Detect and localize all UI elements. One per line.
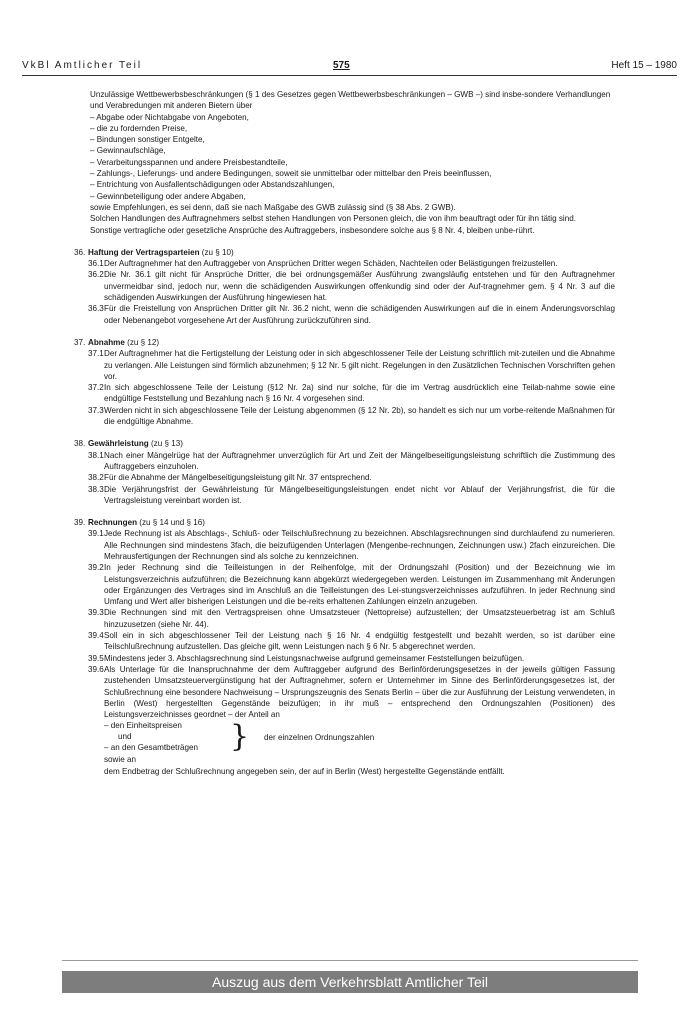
intro-paragraph: Solchen Handlungen des Auftragnehmers selbst stehen Handlungen von Personen gleich, die von ihm beauftragt oder für ihn tätig sind. bbox=[90, 214, 576, 224]
section-number: 36. bbox=[74, 247, 86, 257]
subsection bbox=[60, 653, 615, 664]
curly-brace: } bbox=[230, 719, 250, 755]
subsection bbox=[60, 484, 615, 507]
subsection bbox=[60, 528, 615, 562]
brace-target: der einzelnen Ordnungszahlen bbox=[264, 733, 375, 743]
subsection-number: 36.1 bbox=[88, 259, 104, 269]
page-header bbox=[22, 60, 677, 74]
section-title: Haftung der Vertragsparteien bbox=[88, 247, 200, 257]
section-ref: (zu § 14 und § 16) bbox=[137, 518, 205, 528]
subsection-text: Mindestens jeder 3. Abschlagsrechnung sind Leistungsnachweise aufgrund gemeinsamer Feststellungen beizufügen. bbox=[104, 653, 525, 663]
list-item: – Verarbeitungsspannen und andere Preisbestandteile, bbox=[90, 157, 288, 167]
section-36 bbox=[60, 247, 615, 258]
section-ref: (zu § 12) bbox=[124, 337, 160, 347]
section-title: Abnahme bbox=[88, 337, 125, 347]
footer-rule bbox=[62, 960, 638, 961]
subsection-text: Der Auftragnehmer hat die Fertigstellung der Leistung oder in sich abgeschlossener Teile der Leistung schriftlich mit-zuteilen und die Abnahme zu verlangen. Alle Leistungen sind förmlich abzunehmen; § 12 Nr. 5 gilt nicht. Regelungen in den Zusätzlichen Technischen Vorschriften gehen vor. bbox=[104, 349, 615, 381]
section-ref: (zu § 10) bbox=[199, 247, 234, 257]
list-item: – Gewinnbeteiligung oder andere Abgaben, bbox=[90, 191, 246, 201]
list-item: – Bindungen sonstiger Entgelte, bbox=[90, 135, 205, 145]
subsection bbox=[60, 664, 615, 720]
intro-paragraph: Unzulässige Wettbewerbsbeschränkungen (§ 1 des Gesetzes gegen Wettbewerbsbeschränkungen – GWB –) sind insbe-sondere Verhandlungen und Verabredungen mit anderen Bietern über bbox=[90, 90, 611, 111]
list-item: – Abgabe oder Nichtabgabe von Angeboten, bbox=[90, 112, 249, 122]
subsection bbox=[60, 405, 615, 428]
section-number: 37. bbox=[74, 337, 86, 347]
section-title: Rechnungen bbox=[88, 518, 138, 528]
subsection bbox=[60, 269, 615, 303]
intro-paragraph: sowie Empfehlungen, es sei denn, daß sie nach Maßgabe des GWB zulässig sind (§ 38 Abs. 2 GWB). bbox=[90, 202, 456, 212]
subsection bbox=[60, 630, 615, 653]
brace-list bbox=[60, 720, 615, 754]
subsection-text: Die Nr. 36.1 gilt nicht für Ansprüche Dritter, die bei ordnungsgemäßer Ausführung zwangsläufig entstehen und für den Auftragnehmer unvermeidbar sind, jedoch nur, wenn die schädigenden Auswirkungen offenkundig sind oder der Auf-tragnehmer gem. § 4 Nr. 3 auf die schädigenden Auswirkungen der Ausführung hingewiesen hat. bbox=[104, 270, 615, 303]
subsection-text: Soll ein in sich abgeschlossener Teil der Leistung nach § 16 Nr. 4 endgültig festgestellt und bezahlt werden, so ist darüber eine Teilschlußrechnung aufzustellen. Das gleiche gilt, wenn Leistungen nach § 6 Nr. 5 abgerechnet werden. bbox=[104, 631, 615, 652]
subsection bbox=[60, 258, 615, 269]
subsection-text: Nach einer Mängelrüge hat der Auftragnehmer unverzüglich für Art und Zeit der Mängelbeseitigungsleistung schriftlich die Zustimmung des Auftraggebers einzuholen. bbox=[104, 450, 615, 471]
subsection bbox=[60, 450, 615, 473]
subsection-number: 39.4 bbox=[88, 631, 104, 641]
subsection-text: Der Auftragnehmer hat den Auftraggeber von Ansprüchen Dritter wegen Schäden, Nachteilen oder Belästigungen freizustellen. bbox=[104, 259, 558, 269]
subsection-number: 39.3 bbox=[88, 608, 104, 618]
header-rule bbox=[22, 75, 677, 76]
section-37 bbox=[60, 337, 615, 348]
subsection bbox=[60, 607, 615, 630]
subsection-text: Für die Freistellung von Ansprüchen Dritter gilt Nr. 36.2 nicht, wenn die schädigenden Auswirkungen auf die in einem Änderungsvorschlag oder Nebenangebot vorgesehene Art der Ausführung zurückzuführen sind. bbox=[104, 304, 615, 325]
subsection bbox=[60, 348, 615, 382]
subsection-number: 38.3 bbox=[88, 484, 104, 494]
closing-line: dem Endbetrag der Schlußrechnung angegeben sein, der auf in Berlin (West) hergestellte Gegenstände entfällt. bbox=[104, 766, 505, 776]
brace-item: und bbox=[118, 732, 132, 742]
subsection-number: 36.2 bbox=[88, 270, 104, 280]
intro-paragraph: Sonstige vertragliche oder gesetzliche Ansprüche des Auftraggebers, insbesondere solche aus § 8 Nr. 4, bleiben unbe-rührt. bbox=[90, 225, 535, 235]
list-item: – die zu fordernden Preise, bbox=[90, 123, 188, 133]
closing-line: sowie an bbox=[104, 755, 136, 765]
brace-item: – den Einheitspreisen bbox=[104, 721, 182, 731]
subsection bbox=[60, 303, 615, 326]
subsection-number: 39.6 bbox=[88, 664, 104, 674]
subsection-number: 37.2 bbox=[88, 383, 104, 393]
subsection-text: In sich abgeschlossene Teile der Leistung (§12 Nr. 2a) sind nur solche, für die im Vertrag ausdrücklich eine Teilab-nahme sowie eine endgültige Feststellung und Bezahlung nach § 16 Nr. 4 vorgesehen sind. bbox=[104, 383, 615, 404]
subsection-number: 39.5 bbox=[88, 653, 104, 663]
subsection-text: Werden nicht in sich abgeschlossene Teile der Leistung abgenommen (§ 12 Nr. 2b), so handelt es sich nur um vorbe-reitende Maßnahmen für die endgültige Abnahme. bbox=[104, 405, 615, 427]
section-number: 39. bbox=[74, 518, 86, 528]
page-body bbox=[60, 89, 615, 777]
footer-banner: Auszug aus dem Verkehrsblatt Amtlicher Teil bbox=[62, 971, 638, 993]
section-title: Gewährleistung bbox=[88, 439, 149, 449]
subsection-number: 38.2 bbox=[88, 473, 104, 483]
list-item: – Zahlungs-, Lieferungs- und andere Bedingungen, soweit sie unmittelbar oder mittelbar den Preis beeinflussen, bbox=[90, 169, 492, 179]
list-item: – Gewinnaufschläge, bbox=[90, 146, 166, 156]
subsection bbox=[60, 472, 615, 483]
subsection-number: 37.1 bbox=[88, 349, 104, 359]
list-item: – Entrichtung von Ausfallentschädigungen oder Abstandszahlungen, bbox=[90, 180, 335, 190]
subsection-text: Als Unterlage für die Inanspruchnahme der dem Auftraggeber aufgrund des Berlinförderungsgesetzes in der jeweils gültigen Fassung zustehenden Umsatzsteuervergünstigung hat der Auftragnehmer, sofern er Unternehmer im Sinne des Berlinförderungsgesetzes ist, der Schlußrechnung eine besondere Nachweisung – Ursprungszeugnis des Senats Berlin – über die zur Ausführung der Leistung verwendeten, in Berlin (West) hergestellten Gegenstände beizufügen; in ihr muß – entsprechend den Ordnungszahlen (Positionen) des Leistungsverzeichnisses geordnet – der Anteil an bbox=[104, 664, 615, 720]
section-38 bbox=[60, 438, 615, 449]
issue-number: Heft 15 – 1980 bbox=[611, 60, 677, 71]
brace-item: – an den Gesamtbeträgen bbox=[104, 743, 199, 753]
section-number: 38. bbox=[74, 439, 86, 449]
subsection-number: 38.1 bbox=[88, 450, 104, 460]
subsection-text: Die Verjährungsfrist der Gewährleistung für Mängelbeseitigungsleistungen endet nicht vor Ablauf der Verjährungsfrist, die für die Vertragsleistung vereinbart worden ist. bbox=[104, 484, 615, 505]
subsection-number: 39.1 bbox=[88, 529, 104, 539]
journal-name: VkBl Amtlicher Teil bbox=[22, 60, 143, 71]
intro-block bbox=[60, 89, 615, 236]
subsection-number: 36.3 bbox=[88, 304, 104, 314]
subsection-text: In jeder Rechnung sind die Teilleistungen in der Reihenfolge, mit der Ordnungszahl (Position) und der Bezeichnung wie im Leistungsverzeichnis aufzuführen; die Bezeichnung kann abgekürzt wiedergegeben werden. Leistungen im Zusammenhang mit Änderungen oder Ergänzungen des Vertrages sind im Anschluß an die Teilleistungen des Lei-stungsverzeichnisses aufzuführen. In jeder Rechnung sind Umfang und Wert aller bisherigen Leistungen und die be-reits erhaltenen Zahlungen einzeln anzugeben. bbox=[104, 563, 615, 607]
page-number: 575 bbox=[333, 60, 350, 71]
section-39 bbox=[60, 517, 615, 528]
subsection-text: Für die Abnahme der Mängelbeseitigungsleistung gilt Nr. 37 entsprechend. bbox=[104, 473, 372, 483]
subsection-text: Jede Rechnung ist als Abschlags-, Schluß- oder Teilschlußrechnung zu bezeichnen. Abschlagsrechnungen sind durchlaufend zu numerieren. Alle Rechnungen sind mindestens 3fach, die beizufügenden Unterlagen (Mengenbe-rechnungen, Zeichnungen usw.) 2fach einzureichen. Die Mehrausfertigungen der Rechnungen sind als solche zu kennzeichnen. bbox=[104, 529, 615, 561]
section-ref: (zu § 13) bbox=[148, 439, 183, 449]
subsection-text: Die Rechnungen sind mit den Vertragspreisen ohne Umsatzsteuer (Nettopreise) aufzustellen; der Umsatzsteuerbetrag ist am Schluß hinzuzusetzen (siehe Nr. 44). bbox=[104, 608, 615, 629]
subsection-number: 39.2 bbox=[88, 563, 104, 573]
subsection bbox=[60, 562, 615, 607]
subsection-number: 37.3 bbox=[88, 405, 104, 415]
subsection bbox=[60, 382, 615, 405]
